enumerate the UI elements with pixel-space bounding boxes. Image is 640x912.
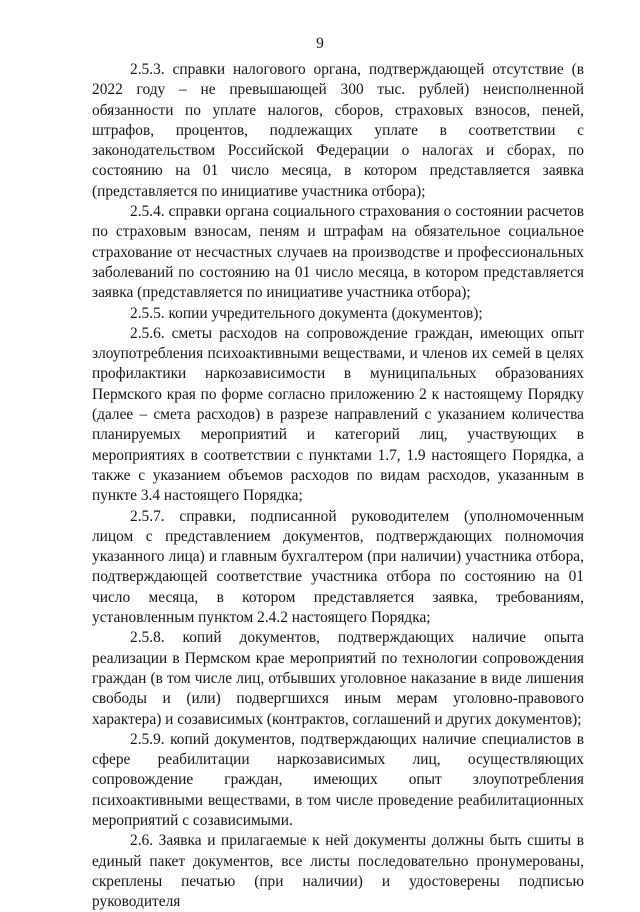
paragraph-2-5-3: 2.5.3. справки налогового органа, подтверждающей отсутствие (в 2022 году – не превышающей 300 тыс. рублей) неисполненной обязанности по уплате налогов, сборов, страховых взносов, пеней, штрафов, процентов, подлежащих уплате в соответствии с законодательством Российской Федерации о налогах и сборах, по состоянию на 01 число месяца, в котором представляется заявка (представляется по инициативе участника отбора); (92, 61, 584, 200)
paragraph-2-5-6: 2.5.6. сметы расходов на сопровождение граждан, имеющих опыт злоупотребления психоактивными веществами, и членов их семей в целях профилактики наркозависимости в муниципальных образованиях Пермского края по форме согласно приложению 2 к настоящему Порядку (далее – смета расходов) в разрезе направлений с указанием количества планируемых мероприятий и категорий лиц, участвующих в мероприятиях в соответствии с пунктами 1.7, 1.9 настоящего Порядка, а также с указанием объемов расходов по видам расходов, указанным в пункте 3.4 настоящего Порядка; (92, 324, 584, 505)
paragraph-2-5-9: 2.5.9. копий документов, подтверждающих наличие специалистов в сфере реабилитации наркозависимых лиц, осуществляющих сопровождение граждан, имеющих опыт злоупотребления психоактивными веществами, в том числе проведение реабилитационных мероприятий с созависимыми. (92, 730, 584, 829)
page-number: 9 (316, 35, 324, 52)
paragraph-2-5-7: 2.5.7. справки, подписанной руководителем (уполномоченным лицом с представлением документов, подтверждающих полномочия указанного лица) и главным бухгалтером (при наличии) участника отбора, подтверждающей соответствие участника отбора по состоянию на 01 число месяца, в котором представляется заявка, требованиям, установленным пунктом 2.4.2 настоящего Порядка; (92, 507, 584, 627)
paragraph-2-5-5: 2.5.5. копии учредительного документа (документов); (130, 304, 483, 322)
paragraph-2-5-4: 2.5.4. справки органа социального страхования о состоянии расчетов по страховым взносам, пеням и штрафам на обязательное социальное страхование от несчастных случаев на производстве и профессиональных заболеваний по состоянию на 01 число месяца, в котором представляется заявка (представляется по инициативе участника отбора); (92, 203, 584, 302)
paragraph-2-5-8: 2.5.8. копий документов, подтверждающих наличие опыта реализации в Пермском крае мероприятий по технологии сопровождения граждан (в том числе лиц, отбывших уголовное наказание в виде лишения свободы и (или) подвергшихся иным мерам уголовно-правового характера) и созависимых (контрактов, соглашений и других документов); (92, 629, 584, 728)
paragraph-2-6: 2.6. Заявка и прилагаемые к ней документы должны быть сшиты в единый пакет документов, все листы последовательно пронумерованы, скреплены печатью (при наличии) и удостоверены подписью руководителя (92, 832, 584, 911)
document-body (92, 60, 584, 912)
